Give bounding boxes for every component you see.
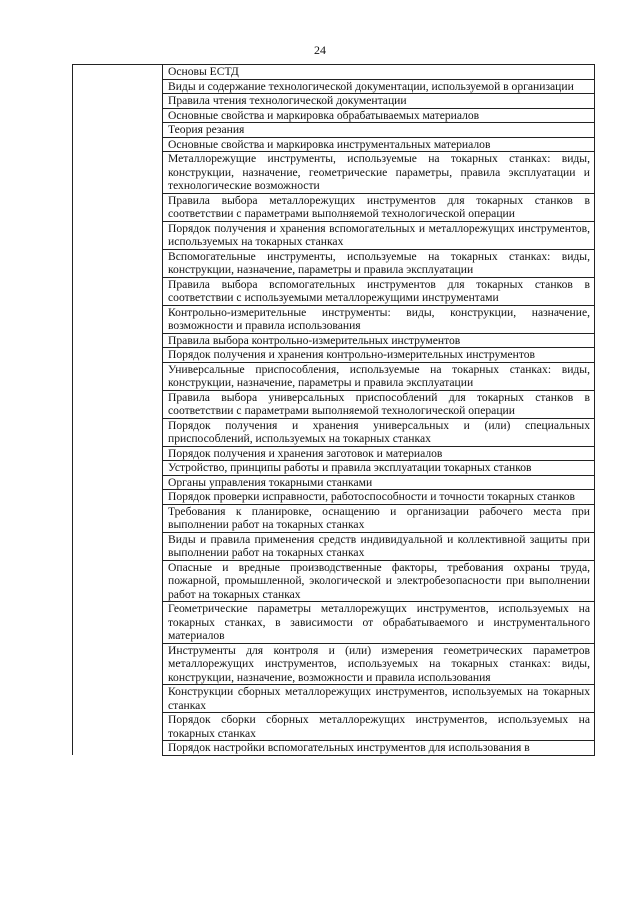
knowledge-item: Порядок получения и хранения универсальных и (или) специальных приспособлений, используемых на токарных станках [163, 418, 595, 446]
knowledge-item: Органы управления токарными станками [163, 475, 595, 490]
knowledge-item: Основные свойства и маркировка обрабатываемых материалов [163, 108, 595, 123]
knowledge-item: Порядок настройки вспомогательных инструментов для использования в [163, 741, 595, 756]
knowledge-item: Металлорежущие инструменты, используемые на токарных станках: виды, конструкции, назначение, геометрические параметры, правила эксплуатации и технологические возможности [163, 152, 595, 194]
knowledge-item: Требования к планировке, оснащению и организации рабочего места при выполнении работ на токарных станках [163, 504, 595, 532]
knowledge-item: Вспомогательные инструменты, используемые на токарных станках: виды, конструкции, назначение, параметры и правила эксплуатации [163, 249, 595, 277]
knowledge-item: Правила выбора контрольно-измерительных инструментов [163, 333, 595, 348]
knowledge-item: Виды и содержание технологической документации, используемой в организации [163, 79, 595, 94]
knowledge-item: Правила выбора вспомогательных инструментов для токарных станков в соответствии с используемыми металлорежущими инструментами [163, 277, 595, 305]
knowledge-item: Правила чтения технологической документации [163, 94, 595, 109]
empty-label-cell [73, 65, 163, 756]
knowledge-item: Основные свойства и маркировка инструментальных материалов [163, 137, 595, 152]
knowledge-item: Порядок получения и хранения вспомогательных и металлорежущих инструментов, используемых на токарных станках [163, 221, 595, 249]
knowledge-item: Порядок получения и хранения заготовок и материалов [163, 446, 595, 461]
knowledge-item: Опасные и вредные производственные факторы, требования охраны труда, пожарной, промышленной, экологической и электробезопасности при выполнении работ на токарных станках [163, 560, 595, 602]
knowledge-item: Конструкции сборных металлорежущих инструментов, используемых на токарных станках [163, 685, 595, 713]
table-body [73, 65, 595, 756]
knowledge-table [72, 64, 595, 756]
knowledge-item: Основы ЕСТД [163, 65, 595, 80]
knowledge-item: Правила выбора металлорежущих инструментов для токарных станков в соответствии с параметрами выполняемой технологической операции [163, 193, 595, 221]
knowledge-item: Устройство, принципы работы и правила эксплуатации токарных станков [163, 461, 595, 476]
knowledge-item: Универсальные приспособления, используемые на токарных станках: виды, конструкции, назначение, параметры и правила эксплуатации [163, 362, 595, 390]
knowledge-item: Правила выбора универсальных приспособлений для токарных станков в соответствии с параметрами выполняемой технологической операции [163, 390, 595, 418]
knowledge-item: Контрольно-измерительные инструменты: виды, конструкции, назначение, возможности и правила использования [163, 305, 595, 333]
knowledge-item: Виды и правила применения средств индивидуальной и коллективной защиты при выполнении работ на токарных станках [163, 532, 595, 560]
table-row [73, 65, 595, 80]
knowledge-item: Инструменты для контроля и (или) измерения геометрических параметров металлорежущих инструментов, используемых на токарных станках: виды, конструкции, назначение, возможности и правила использования [163, 643, 595, 685]
knowledge-item: Порядок проверки исправности, работоспособности и точности токарных станков [163, 490, 595, 505]
knowledge-item: Порядок сборки сборных металлорежущих инструментов, используемых на токарных станках [163, 713, 595, 741]
knowledge-item: Порядок получения и хранения контрольно-измерительных инструментов [163, 348, 595, 363]
page-number: 24 [314, 43, 326, 57]
knowledge-item: Теория резания [163, 123, 595, 138]
knowledge-item: Геометрические параметры металлорежущих инструментов, используемых на токарных станках, в зависимости от обрабатываемого и инструментального материалов [163, 602, 595, 644]
